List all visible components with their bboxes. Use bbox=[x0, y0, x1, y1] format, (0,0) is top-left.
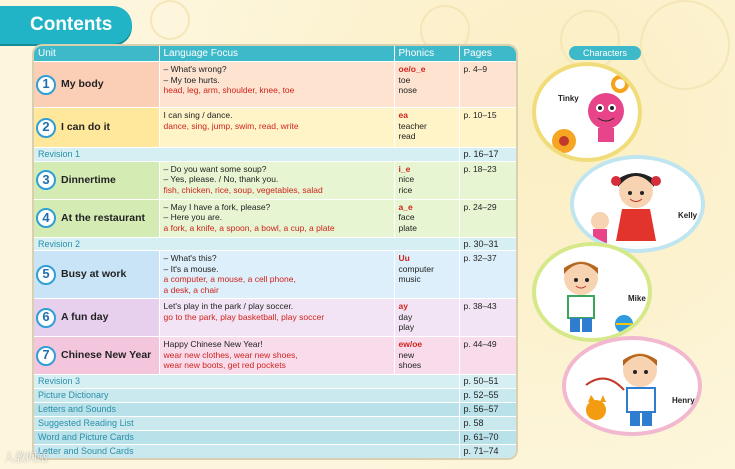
header-row bbox=[34, 46, 516, 62]
phonics-word: nose bbox=[398, 85, 417, 95]
appendix-pages: p. 52–55 bbox=[459, 388, 516, 402]
unit-row[interactable] bbox=[34, 108, 516, 148]
vocabulary: a fork, a knife, a spoon, a bowl, a cup, a plate bbox=[163, 222, 335, 233]
character-card-kelly bbox=[570, 155, 705, 253]
appendix-label: Suggested Reading List bbox=[34, 416, 459, 430]
character-name: Henry bbox=[672, 396, 695, 405]
unit-row[interactable] bbox=[34, 161, 516, 199]
revision-label: Revision 1 bbox=[34, 148, 459, 162]
appendix-pages: p. 56–57 bbox=[459, 402, 516, 416]
phonics-word: plate bbox=[398, 222, 417, 233]
appendix-pages: p. 58 bbox=[459, 416, 516, 430]
phonics-word: teacher bbox=[398, 120, 427, 131]
phonics-pattern: a_e bbox=[398, 201, 413, 212]
language-line: – What's wrong? bbox=[163, 64, 227, 74]
unit-title: A fun day bbox=[61, 311, 109, 324]
revision-row[interactable] bbox=[34, 237, 516, 251]
phonics-pattern: oe/o_e bbox=[398, 64, 426, 74]
character-card-mike bbox=[532, 242, 652, 342]
decor-bubble bbox=[640, 0, 730, 90]
language-line: – Do you want some soup? bbox=[163, 163, 267, 174]
language-line: – May I have a fork, please? bbox=[163, 201, 271, 212]
language-line: – My toe hurts. bbox=[163, 74, 220, 85]
language-line: – Here you are. bbox=[163, 212, 223, 222]
appendix-row[interactable] bbox=[34, 430, 516, 444]
language-line: I can sing / dance. bbox=[163, 110, 233, 120]
unit-row[interactable] bbox=[34, 62, 516, 108]
phonics-word: nice bbox=[398, 174, 415, 184]
phonics-word: shoes bbox=[398, 360, 422, 370]
unit-row[interactable] bbox=[34, 337, 516, 375]
decor-bubble bbox=[150, 0, 190, 40]
vocabulary: go to the park, play basketball, play soccer bbox=[163, 311, 325, 322]
contents-table bbox=[34, 46, 516, 458]
revision-label: Revision 2 bbox=[34, 237, 459, 251]
unit-number-badge: 7 bbox=[36, 346, 56, 366]
unit-number-badge: 5 bbox=[36, 265, 56, 285]
revision-pages: p. 50–51 bbox=[459, 375, 516, 389]
character-card-tinky bbox=[532, 62, 642, 162]
appendix-label: Letters and Sounds bbox=[34, 402, 459, 416]
language-line: – What's this? bbox=[163, 253, 217, 263]
phonics-word: day bbox=[398, 311, 413, 322]
vocabulary: a computer, a mouse, a cell phone, bbox=[163, 274, 296, 284]
unit-row[interactable] bbox=[34, 251, 516, 299]
appendix-pages: p. 61–70 bbox=[459, 430, 516, 444]
unit-number-badge: 6 bbox=[36, 308, 56, 328]
appendix-label: Letter and Sound Cards bbox=[34, 444, 459, 458]
header-phonics: Phonics bbox=[394, 46, 459, 62]
phonics-pattern: ea bbox=[398, 110, 408, 120]
phonics-word: play bbox=[398, 322, 415, 332]
unit-title: Busy at work bbox=[61, 268, 127, 281]
language-line: – Yes, please. / No, thank you. bbox=[163, 174, 279, 184]
unit-title: Chinese New Year bbox=[61, 349, 152, 362]
revision-row[interactable] bbox=[34, 148, 516, 162]
page-title: Contents bbox=[0, 6, 132, 44]
unit-pages: p. 18–23 bbox=[459, 161, 516, 199]
vocabulary: fish, chicken, rice, soup, vegetables, salad bbox=[163, 184, 323, 195]
unit-row[interactable] bbox=[34, 199, 516, 237]
appendix-label: Picture Dictionary bbox=[34, 388, 459, 402]
unit-pages: p. 44–49 bbox=[459, 337, 516, 375]
language-line: Let's play in the park / play soccer. bbox=[163, 301, 294, 311]
unit-title: Dinnertime bbox=[61, 173, 116, 186]
phonics-word: read bbox=[398, 131, 416, 141]
characters-label: Characters bbox=[569, 46, 641, 60]
vocabulary: wear new boots, get red pockets bbox=[163, 360, 286, 370]
unit-number-badge: 2 bbox=[36, 118, 56, 138]
vocabulary: dance, sing, jump, swim, read, write bbox=[163, 120, 299, 131]
phonics-pattern: i_e bbox=[398, 163, 411, 174]
header-language-focus: Language Focus bbox=[159, 46, 394, 62]
unit-pages: p. 4–9 bbox=[459, 62, 516, 108]
phonics-word: toe bbox=[398, 74, 411, 85]
phonics-pattern: ay bbox=[398, 301, 408, 311]
unit-pages: p. 38–43 bbox=[459, 299, 516, 337]
appendix-row[interactable] bbox=[34, 444, 516, 458]
phonics-word: face bbox=[398, 212, 415, 222]
vocabulary: wear new clothes, wear new shoes, bbox=[163, 349, 298, 360]
header-unit: Unit bbox=[34, 46, 159, 62]
revision-row[interactable] bbox=[34, 375, 516, 389]
character-card-henry bbox=[562, 336, 702, 436]
phonics-word: music bbox=[398, 274, 421, 284]
unit-title: I can do it bbox=[61, 121, 111, 134]
character-name: Tinky bbox=[558, 94, 579, 103]
appendix-row[interactable] bbox=[34, 416, 516, 430]
unit-number-badge: 3 bbox=[36, 170, 56, 190]
language-line: – It's a mouse. bbox=[163, 263, 219, 274]
appendix-row[interactable] bbox=[34, 402, 516, 416]
unit-number-badge: 1 bbox=[36, 75, 56, 95]
unit-pages: p. 24–29 bbox=[459, 199, 516, 237]
unit-pages: p. 10–15 bbox=[459, 108, 516, 148]
appendix-pages: p. 71–74 bbox=[459, 444, 516, 458]
watermark-text: 人教网站 bbox=[4, 452, 48, 464]
vocabulary: a desk, a chair bbox=[163, 284, 219, 295]
phonics-word: computer bbox=[398, 263, 434, 274]
unit-row[interactable] bbox=[34, 299, 516, 337]
unit-pages: p. 32–37 bbox=[459, 251, 516, 299]
phonics-pattern: ew/oe bbox=[398, 339, 423, 349]
unit-title: My body bbox=[61, 78, 104, 91]
character-name: Kelly bbox=[678, 211, 698, 220]
phonics-pattern: Uu bbox=[398, 253, 410, 263]
appendix-row[interactable] bbox=[34, 388, 516, 402]
revision-pages: p. 30–31 bbox=[459, 237, 516, 251]
unit-number-badge: 4 bbox=[36, 208, 56, 228]
revision-label: Revision 3 bbox=[34, 375, 459, 389]
revision-pages: p. 16–17 bbox=[459, 148, 516, 162]
phonics-word: new bbox=[398, 349, 415, 360]
header-pages: Pages bbox=[459, 46, 516, 62]
character-name: Mike bbox=[628, 294, 646, 303]
phonics-word: rice bbox=[398, 184, 413, 195]
decor-bubble bbox=[560, 10, 620, 70]
appendix-label: Word and Picture Cards bbox=[34, 430, 459, 444]
language-line: Happy Chinese New Year! bbox=[163, 339, 263, 349]
vocabulary: head, leg, arm, shoulder, knee, toe bbox=[163, 85, 295, 95]
unit-title: At the restaurant bbox=[61, 211, 146, 224]
